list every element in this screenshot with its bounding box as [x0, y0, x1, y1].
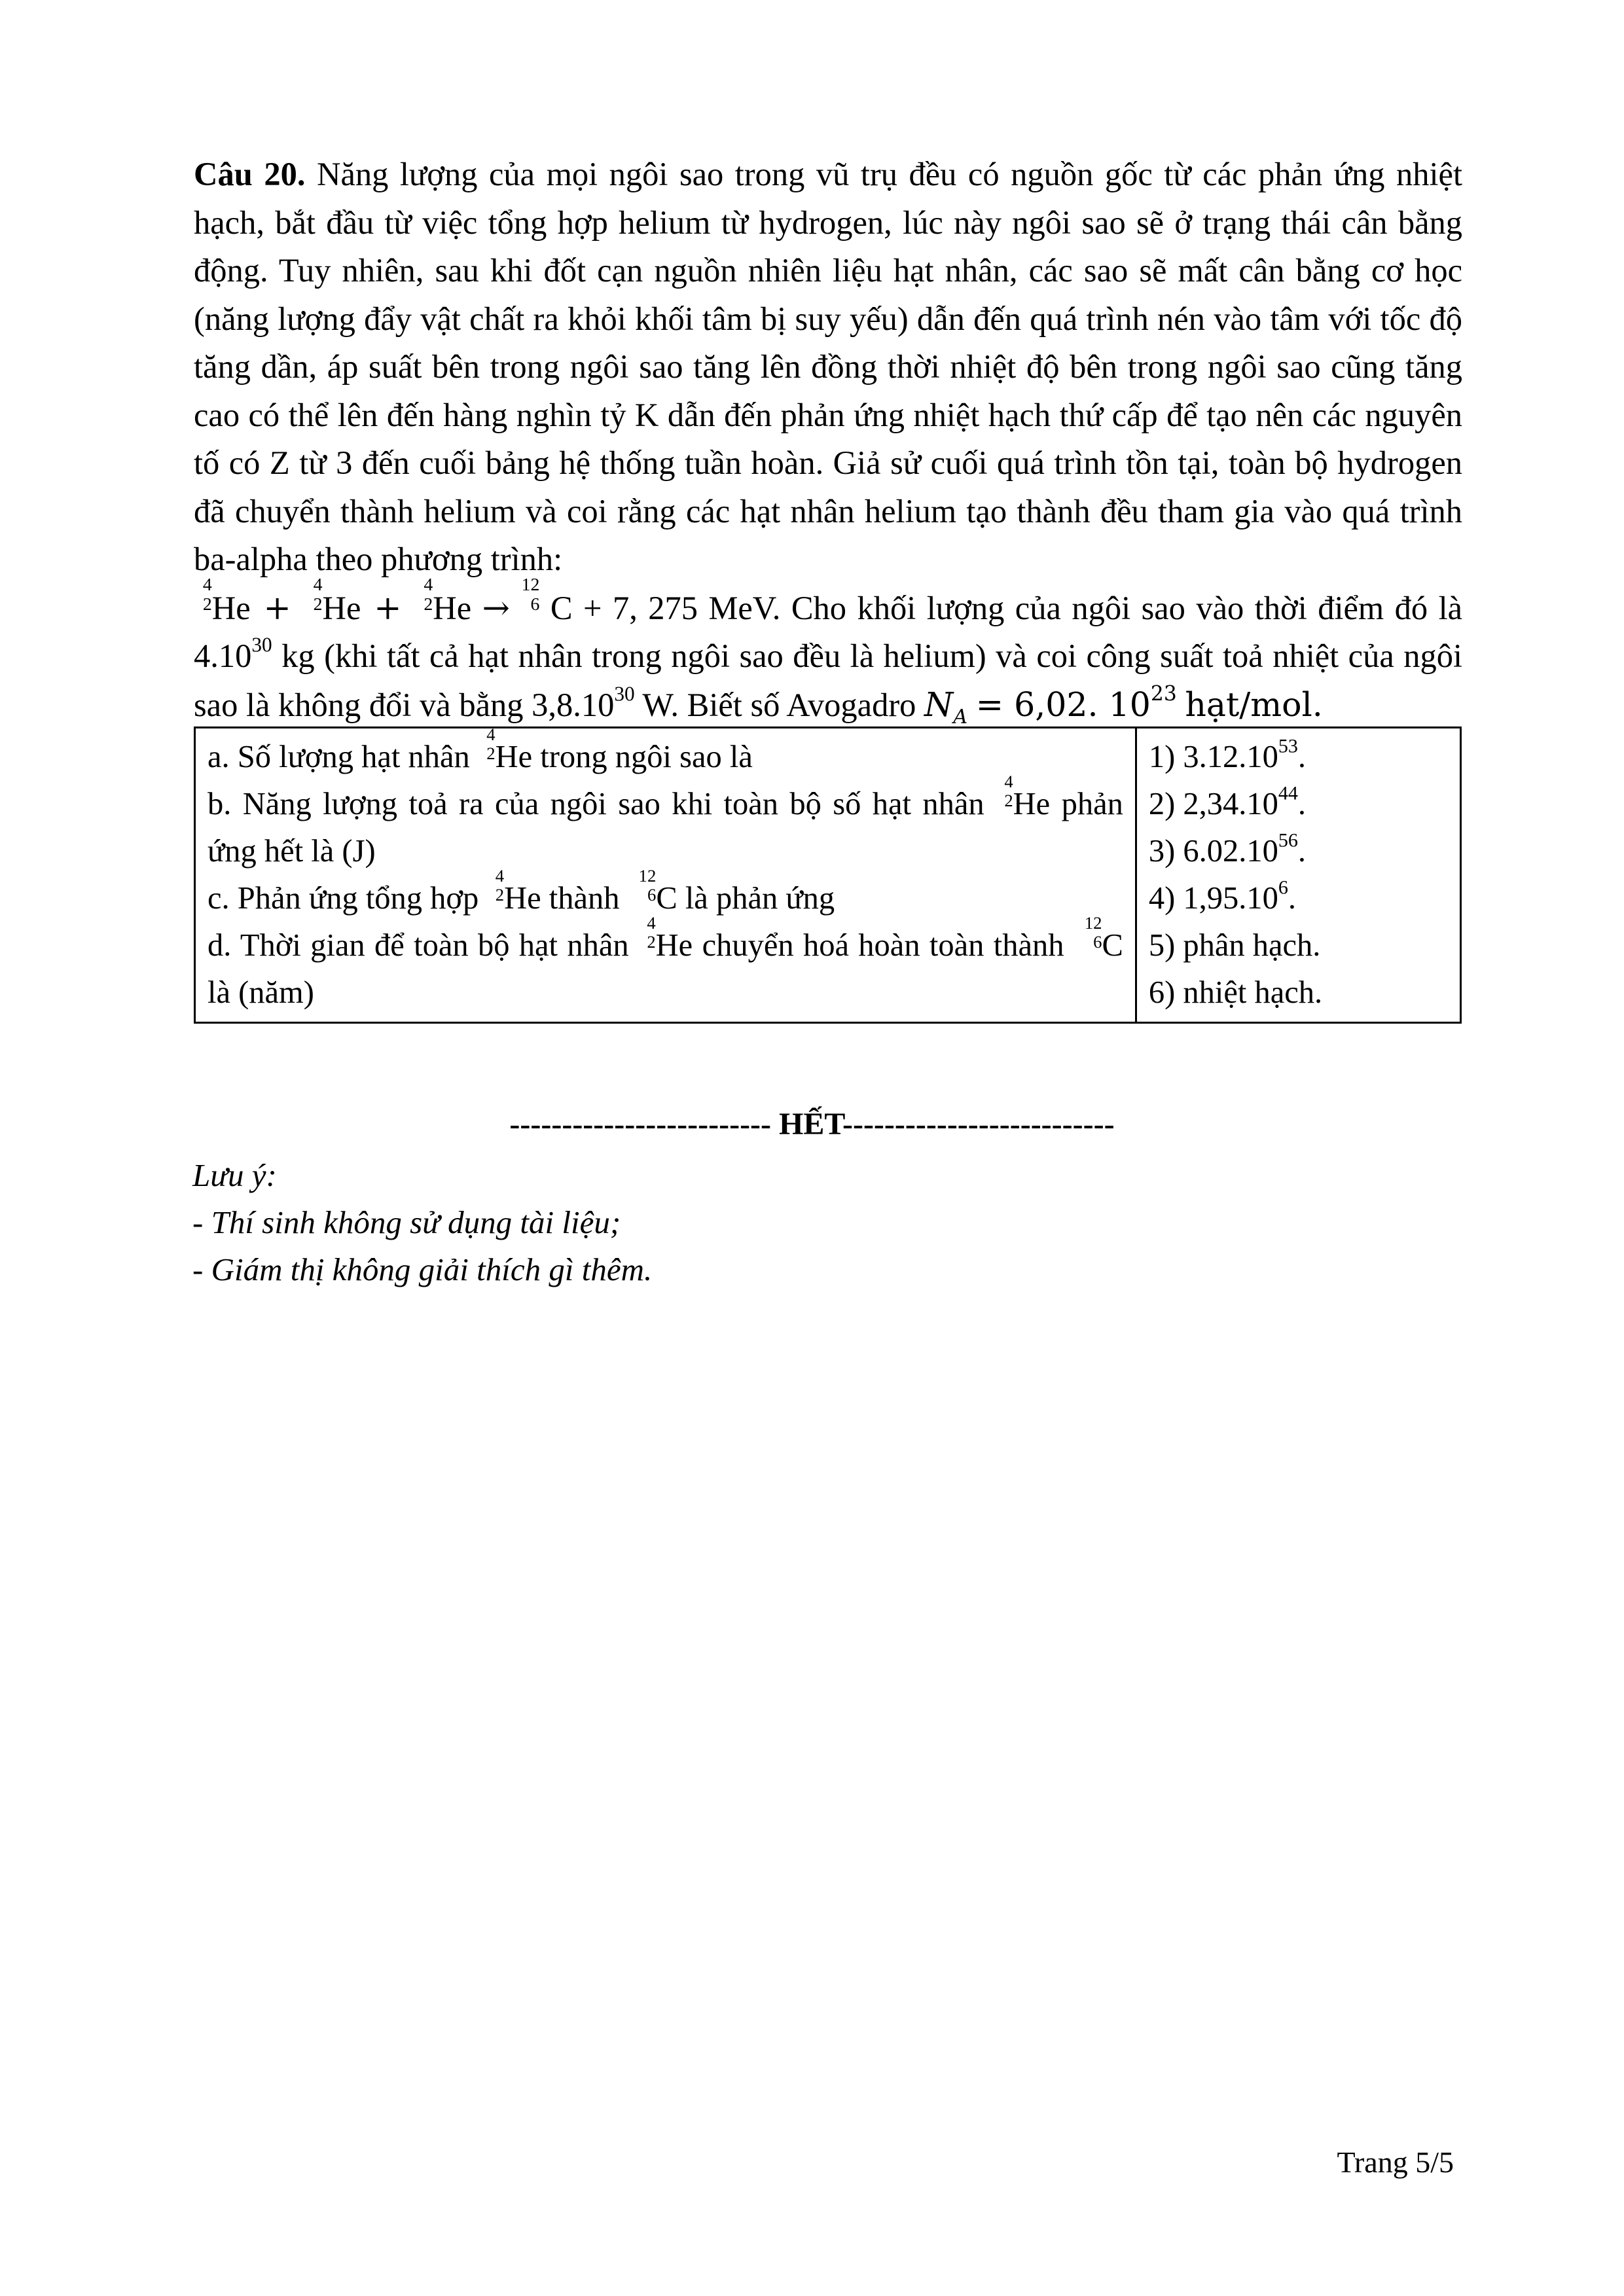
note-item: - Thí sinh không sử dụng tài liệu; — [192, 1204, 621, 1240]
question-body: Năng lượng của mọi ngôi sao trong vũ trụ đều có nguồn gốc từ các phản ứng nhiệt hạch, bắt đầu từ việc tổng hợp helium từ hydrogen, lúc này ngôi sao sẽ ở trạng thái cân bằng động. Tuy nhiên, sau khi đốt cạn nguồn nhiên liệu hạt nhân, các sao sẽ mất cân bằng cơ học (năng lượng đẩy vật chất ra khỏi khối tâm bị suy yếu) dẫn đến quá trình nén vào tâm với tốc độ tăng dần, áp suất bên trong ngôi sao tăng lên đồng thời nhiệt độ bên trong ngôi sao cũng tăng cao có thể lên đến hàng nghìn tỷ K dẫn đến phản ứng nhiệt hạch thứ cấp để tạo nên các nguyên tố có Z từ 3 đến cuối bảng hệ thống tuần hoàn. Giả sử cuối quá trình tồn tại, toàn bộ hydrogen đã chuyển thành helium và coi rằng các hạt nhân helium tạo thành đều tham gia vào quá trình ba-alpha theo phương trình: — [194, 156, 1462, 577]
avogadro-constant: $N_A = 6,02$. $10^{23}$ hạt/mol. — [924, 682, 1323, 728]
equation-tail: C + 7, 275 MeV. — [550, 589, 781, 626]
triple-alpha-equation: 4 2 He + 4 2 He + 4 2 He → 12 6 C + 7, 275 MeV. — [194, 590, 791, 626]
answer-6: 6) nhiệt hạch. — [1148, 975, 1323, 1010]
question-20 — [194, 151, 1462, 741]
question-power-rest: W. Biết số Avogadro — [642, 686, 916, 723]
statement-b: b. Năng lượng toả ra của ngôi sao khi toàn bộ số hạt nhân 4 2 He phản ứng hết là (J) — [208, 771, 1123, 869]
statements-column — [195, 724, 1136, 1023]
helium-nuclide: 4 2 — [202, 574, 212, 615]
question-after-equation: Cho khối lượng của ngôi sao vào thời điểm đó là — [791, 589, 1463, 626]
answer-2: 2) 2,34.10$^{44}$. — [1148, 781, 1307, 821]
answer-4: 4) 1,95.10$^6$. — [1148, 876, 1296, 916]
statement-a: a. Số lượng hạt nhân 4 2 He trong ngôi sao là — [208, 724, 753, 774]
question-mass-rest: kg (khi tất cả hạt nhân trong ngôi sao đều là helium) và coi công suất toả nhiệt của ngôi sao là không đổi và bằng 3,8.10 — [194, 637, 1463, 723]
answer-5: 5) phân hạch. — [1148, 928, 1321, 963]
power-exponent: 30 — [614, 682, 635, 706]
notes — [192, 1152, 652, 1293]
reaction-arrow-icon: → — [482, 588, 510, 627]
statement-c: c. Phản ứng tổng hợp 4 2 He thành 12 6 C là phản ứng — [208, 865, 835, 916]
answers-column — [1136, 728, 1460, 1023]
answer-3: 3) 6.02.10$^{56}$. — [1148, 829, 1307, 869]
matching-table — [194, 726, 1462, 1024]
answer-1: 1) 3.12.10$^{53}$. — [1148, 734, 1307, 774]
helium-nuclide: 4 2 — [313, 574, 323, 615]
statement-d: d. Thời gian để toàn bộ hạt nhân 4 2 He chuyển hoá hoàn toàn thành 12 6 C là (năm) — [208, 912, 1123, 1010]
page-number: Trang 5/5 — [1337, 2145, 1454, 2179]
helium-nuclide: 4 2 — [424, 574, 433, 615]
note-item: - Giám thị không giải thích gì thêm. — [192, 1251, 653, 1287]
carbon-nuclide: 12 6 — [521, 574, 540, 615]
question-number: Câu 20. — [194, 156, 306, 192]
notes-title: Lưu ý: — [192, 1157, 277, 1193]
end-marker: ------------------------- HẾT-------------------------- — [509, 1107, 1115, 1141]
star-mass: 4.10$^{30}$ — [194, 633, 272, 674]
